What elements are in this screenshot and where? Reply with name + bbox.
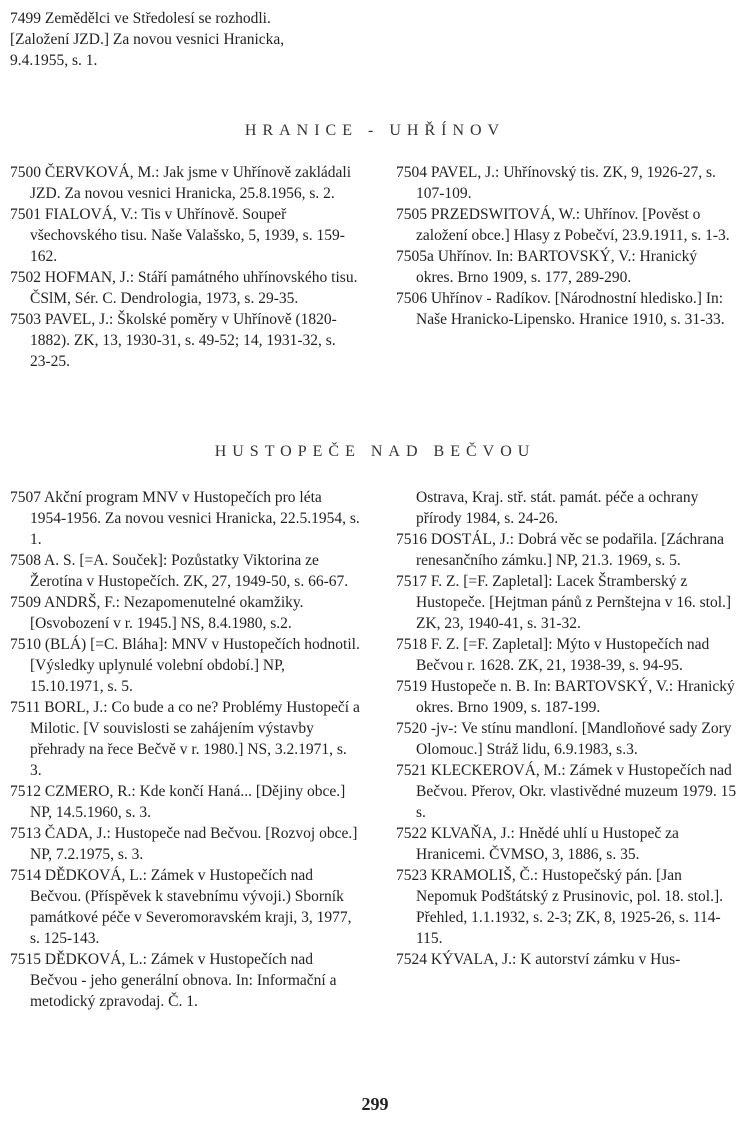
bibliography-entry: 7507 Akční program MNV v Hustopečích pro léta 1954-1956. Za novou vesnici Hranicka, 22.5.1954, s. 1.	[10, 489, 360, 548]
section-heading-hustopece: HUSTOPEČE NAD BEČVOU	[214, 443, 536, 460]
bibliography-entry: 7509 ANDRŠ, F.: Nezapomenutelné okamžiky. [Osvobození v r. 1945.] NS, 8.4.1980, s.2.	[10, 594, 304, 632]
bibliography-entry: 7516 DOSTÁL, J.: Dobrá věc se podařila. [Záchrana renesančního zámku.] NP, 21.3. 1969, s. 5.	[396, 531, 724, 569]
section1-left-column	[10, 162, 360, 372]
section1-right-column	[396, 162, 738, 330]
bibliography-entry: 7508 A. S. [=A. Souček]: Pozůstatky Viktorina ze Žerotína v Hustopečích. ZK, 27, 1949-50, s. 66-67.	[10, 552, 349, 590]
bibliography-entry: 7514 DĚDKOVÁ, L.: Zámek v Hustopečích nad Bečvou. (Příspěvek k stavebnímu vývoji.) Sborník památkové péče v Severomoravském kraji, 3, 1977, s. 125-143.	[10, 867, 352, 947]
entry-line: [Založení JZD.] Za novou vesnici Hranicka,	[10, 31, 285, 48]
bibliography-entry: 7503 PAVEL, J.: Školské poměry v Uhřínově (1820-1882). ZK, 13, 1930-31, s. 49-52; 14, 1931-32, s. 23-25.	[10, 311, 337, 370]
bibliography-entry: 7510 (BLÁ) [=C. Bláha]: MNV v Hustopečích hodnotil. [Výsledky uplynulé volební období.] NP, 15.10.1971, s. 5.	[10, 636, 360, 695]
bibliography-entry: 7519 Hustopeče n. B. In: BARTOVSKÝ, V.: Hranický okres. Brno 1909, s. 187-199.	[396, 678, 735, 716]
bibliography-entry: 7520 -jv-: Ve stínu mandloní. [Mandloňové sady Zory Olomouc.] Stráž lidu, 6.9.1983, s.3.	[396, 720, 732, 758]
bibliography-entry: 7515 DĚDKOVÁ, L.: Zámek v Hustopečích nad Bečvou - jeho generální obnova. In: Informační a metodický zpravodaj. Č. 1.	[10, 951, 337, 1010]
bibliography-entry: 7506 Uhřínov - Radíkov. [Národnostní hledisko.] In: Naše Hranicko-Lipensko. Hranice 1910, s. 31-33.	[396, 290, 725, 328]
page-number: 299	[361, 1094, 389, 1114]
bibliography-entry: 7513 ČADA, J.: Hustopeče nad Bečvou. [Rozvoj obce.] NP, 7.2.1975, s. 3.	[10, 825, 358, 863]
bibliography-entry: 7505 PRZEDSWITOVÁ, W.: Uhřínov. [Pověst o založení obce.] Hlasy z Pobečví, 23.9.1911, s. 1-3.	[396, 206, 730, 244]
bibliography-entry: 7524 KÝVALA, J.: K autorství zámku v Hus-	[396, 951, 681, 968]
bibliography-entry: 7505a Uhřínov. In: BARTOVSKÝ, V.: Hranický okres. Brno 1909, s. 177, 289-290.	[396, 248, 698, 286]
bibliography-entry: 7517 F. Z. [=F. Zapletal]: Lacek Štramberský z Hustopeče. [Hejtman pánů z Pernštejna v 16. stol.] ZK, 23, 1940-41, s. 31-32.	[396, 573, 732, 632]
bibliography-entry: 7501 FIALOVÁ, V.: Tis v Uhřínově. Soupeř všechovského tisu. Naše Valašsko, 5, 1939, s. 159-162.	[10, 206, 345, 265]
bibliography-entry: 7504 PAVEL, J.: Uhřínovský tis. ZK, 9, 1926-27, s. 107-109.	[396, 164, 716, 202]
section2-right-column	[396, 487, 738, 970]
bibliography-entry: 7523 KRAMOLIŠ, Č.: Hustopečský pán. [Jan Nepomuk Podštátský z Prusinovic, pol. 18. stol.]. Přehled, 1.1.1932, s. 2-3; ZK, 8, 1925-26, s. 114-115.	[396, 867, 723, 947]
bibliography-entry: 7500 ČERVKOVÁ, M.: Jak jsme v Uhřínově zakládali JZD. Za novou vesnici Hranicka, 25.8.1956, s. 2.	[10, 164, 351, 202]
entry-line: 9.4.1955, s. 1.	[10, 52, 98, 69]
bibliography-entry: 7518 F. Z. [=F. Zapletal]: Mýto v Hustopečích nad Bečvou r. 1628. ZK, 21, 1938-39, s. 94-95.	[396, 636, 710, 674]
top-entry	[10, 8, 350, 71]
section2-left-column	[10, 487, 360, 1012]
bibliography-entry: 7511 BORL, J.: Co bude a co ne? Problémy Hustopečí a Milotic. [V souvislosti se zahájením výstavby přehrady na řece Bečvě v r. 1980.] NS, 3.2.1971, s. 3.	[10, 699, 360, 779]
bibliography-entry: 7502 HOFMAN, J.: Stáří památného uhřínovského tisu. ČSlM, Sér. C. Dendrologia, 1973, s. 29-35.	[10, 269, 358, 307]
bibliography-entry: 7522 KLVAŇA, J.: Hnědé uhlí u Hustopeč za Hranicemi. ČVMSO, 3, 1886, s. 35.	[396, 825, 679, 863]
entry-continuation: Ostrava, Kraj. stř. stát. památ. péče a ochrany přírody 1984, s. 24-26.	[416, 489, 699, 527]
entry-line: 7499 Zemědělci ve Středolesí se rozhodli.	[10, 10, 271, 27]
bibliography-entry: 7512 CZMERO, R.: Kde končí Haná... [Dějiny obce.] NP, 14.5.1960, s. 3.	[10, 783, 346, 821]
section-heading-hranice-uhrinov: HRANICE - UHŘÍNOV	[244, 122, 506, 139]
bibliography-entry: 7521 KLECKEROVÁ, M.: Zámek v Hustopečích nad Bečvou. Přerov, Okr. vlastivědné muzeum 1979. 15 s.	[396, 762, 737, 821]
